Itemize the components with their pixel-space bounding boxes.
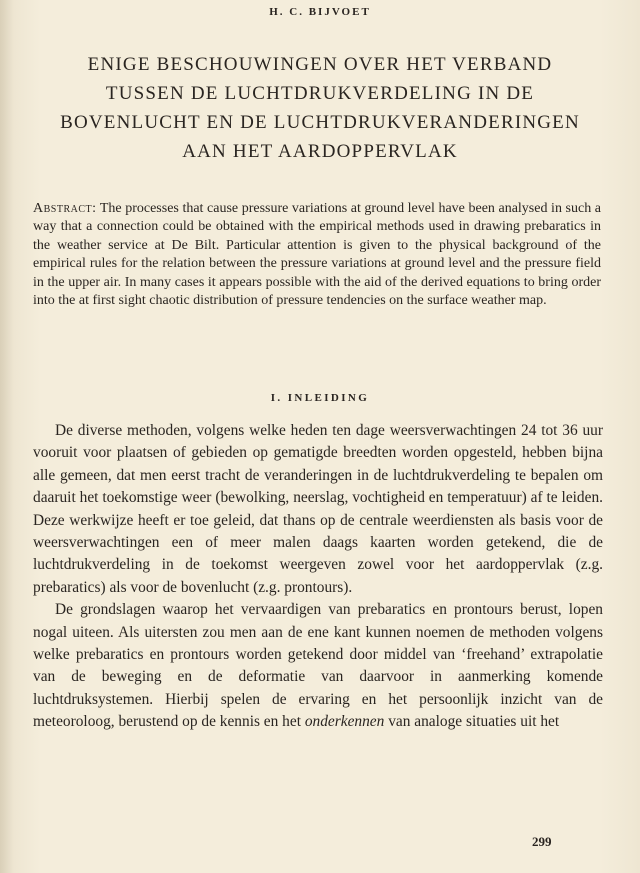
page-number: 299: [532, 834, 552, 849]
title-line: BOVENLUCHT EN DE LUCHTDRUKVERANDERINGEN: [60, 112, 580, 133]
abstract-text: The processes that cause pressure variations at ground level have been analysed in such a way that a connection could be obtained with the empirical methods used in drawing prebaratics in the weather service at De Bilt. Particular attention is given to the physical background of the empirical rules for the relation between the pressure variations at ground level and the pressure field in the upper air. In many cases it appears possible with the aid of the derived equations to bring order into the at first sight chaotic distribution of pressure tendencies on the surface weather map.: [33, 201, 601, 309]
paragraph-text: De grondslagen waarop het vervaardigen van prebaratics en prontours berust, lopen nogal uiteen. Als uitersten zou men aan de ene kant kunnen noemen de methoden volgens welke prebaratics en prontours worden getekend door middel van ‘freehand’ extrapolatie van de beweging en de deformatie van daarvoor in aanmerking komende luchtdruksystemen. Hierbij spelen de ervaring en het persoonlijk inzicht van de meteoroloog, berustend op de kennis en het: [33, 601, 603, 731]
section-heading: I. INLEIDING: [270, 392, 370, 404]
paragraph: [33, 599, 603, 733]
title-line: AAN HET AARDOPPERVLAK: [182, 141, 458, 162]
abstract-label: Abstract:: [33, 201, 97, 216]
article-title: [40, 50, 600, 166]
paragraph: De diverse methoden, volgens welke heden ten dage weersverwachtingen 24 tot 36 uur vooruit voor plaatsen of gebieden op gematigde breedten worden opgesteld, hebben bijna alle gemeen, dat men eerst tracht de veranderingen in de luchtdrukverdeling te bepalen om daaruit het toekomstige weer (bewolking, neerslag, vochtigheid en temperatuur) af te leiden. Deze werkwijze heeft er toe geleid, dat thans op de centrale weerdiensten als basis voor de weersverwachtingen een of meer malen daags kaarten worden getekend, die de luchtdrukverdeling in de toekomst weergeven zowel voor het aardoppervlak (z.g. prebaratics) als voor de bovenlucht (z.g. prontours).: [33, 422, 603, 596]
body-text: [33, 420, 603, 734]
title-line: ENIGE BESCHOUWINGEN OVER HET VERBAND: [87, 54, 553, 75]
title-line: TUSSEN DE LUCHTDRUKVERDELING IN DE: [105, 83, 535, 104]
abstract: [33, 200, 601, 310]
running-head: H. C. BIJVOET: [269, 6, 371, 18]
paragraph-tail: van analoge situaties uit het: [388, 713, 560, 731]
italic-word: onderkennen: [304, 713, 385, 731]
